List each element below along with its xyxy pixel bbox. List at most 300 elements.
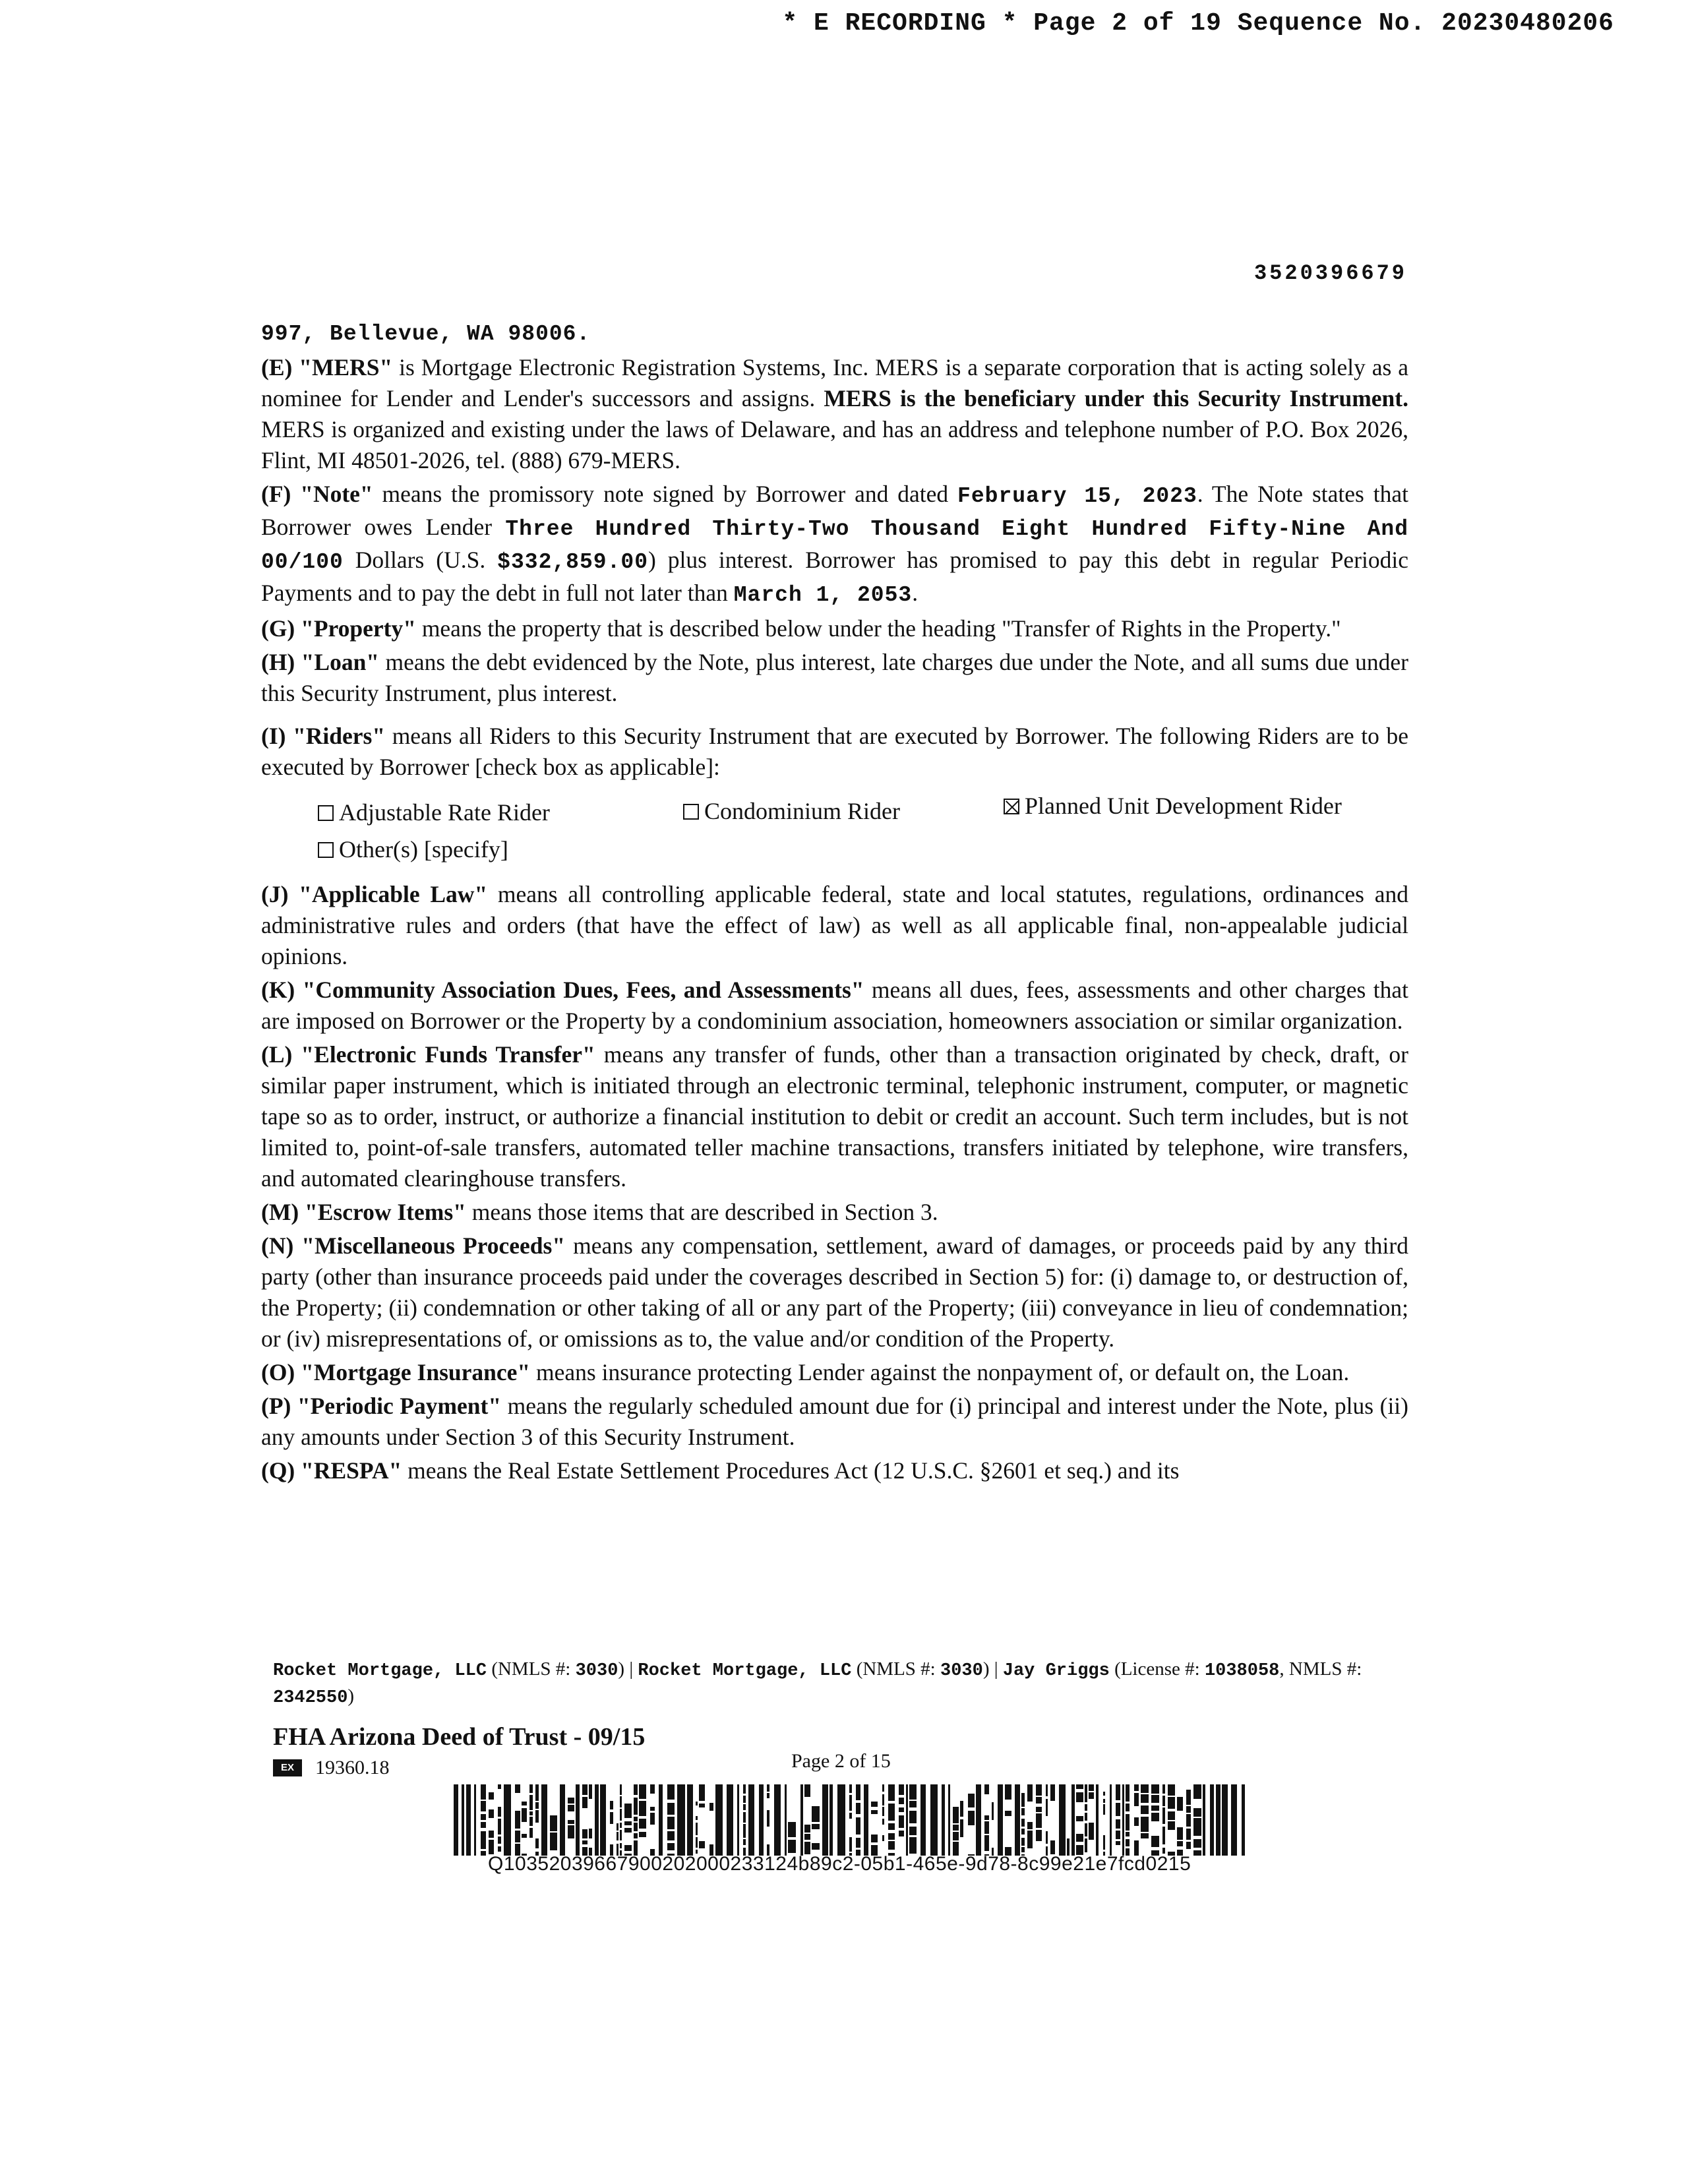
barcode-bar	[767, 1784, 769, 1792]
barcode-bar	[1005, 1811, 1011, 1816]
barcode-bar	[535, 1810, 539, 1823]
rider-option-planned-unit-development[interactable]	[1004, 791, 1342, 822]
barcode-bar	[1021, 1847, 1025, 1852]
license-label: (License #:	[1109, 1658, 1205, 1680]
barcode-bar	[1231, 1784, 1237, 1856]
barcode-bar	[984, 1815, 989, 1820]
barcode-bar	[1036, 1813, 1042, 1828]
barcode-bar	[504, 1784, 511, 1856]
barcode-bar	[1162, 1807, 1165, 1824]
barcode-bar	[1126, 1784, 1130, 1802]
loan-number: 3520396679	[1253, 261, 1407, 286]
barcode-bar	[1116, 1784, 1120, 1800]
address-text: 997, Bellevue, WA 98006.	[261, 322, 591, 346]
barcode-bar	[515, 1831, 520, 1842]
nmls-label: (NMLS #:	[487, 1658, 576, 1680]
barcode-bar	[1134, 1817, 1139, 1826]
barcode-bar	[634, 1833, 638, 1838]
license-number: 1038058	[1204, 1661, 1280, 1681]
barcode-bar	[899, 1798, 904, 1804]
barcode-bar	[788, 1840, 796, 1853]
barcode-bar	[699, 1841, 705, 1848]
barcode-bar	[624, 1804, 632, 1818]
definition-k	[261, 975, 1408, 1037]
barcode-bar	[1126, 1804, 1130, 1811]
barcode-bar	[1151, 1784, 1159, 1794]
barcode-bar	[1151, 1836, 1159, 1847]
barcode-text: Q10352039667900202000233124b89c2-05b1-465e-9d78-8c99e21e7fcd0215	[488, 1853, 1191, 1875]
definition-l	[261, 1039, 1408, 1194]
barcode-bar	[942, 1784, 945, 1856]
barcode-bar	[968, 1794, 975, 1807]
barcode-bar	[743, 1839, 746, 1845]
rider-label: Other(s) [specify]	[339, 836, 508, 863]
rider-option-condominium[interactable]	[683, 796, 900, 827]
definition-text: means the Real Estate Settlement Procedures Act (12 U.S.C. §2601 et seq.) and its	[402, 1457, 1180, 1484]
barcode-bar	[743, 1824, 746, 1838]
barcode-bar	[1036, 1830, 1042, 1841]
definition-f	[261, 479, 1408, 611]
barcode-bar	[541, 1784, 547, 1856]
definition-bold-text: MERS is the beneficiary under this Security Instrument.	[824, 385, 1408, 411]
barcode-bar	[1186, 1842, 1191, 1849]
barcode-bar	[849, 1795, 852, 1811]
barcode-bar	[1193, 1818, 1201, 1836]
barcode-bar	[1151, 1805, 1159, 1811]
barcode-bar	[822, 1784, 828, 1856]
barcode-bar	[1103, 1792, 1105, 1796]
rider-label: Planned Unit Development Rider	[1025, 793, 1342, 819]
barcode-bar	[882, 1835, 884, 1841]
barcode-bar	[1177, 1827, 1183, 1840]
barcode-bar	[1096, 1784, 1099, 1856]
barcode-bar	[1126, 1832, 1130, 1836]
barcode-bar	[1103, 1804, 1105, 1815]
definition-label: (P) "Periodic Payment"	[261, 1393, 502, 1419]
barcode-bar	[677, 1784, 685, 1856]
barcode-bar	[582, 1829, 588, 1838]
barcode-bar	[1186, 1814, 1191, 1827]
barcode-bar	[743, 1812, 746, 1823]
barcode-bar	[1186, 1790, 1191, 1805]
barcode-bar	[1134, 1784, 1139, 1791]
barcode-bar	[984, 1835, 989, 1851]
barcode-bar	[481, 1822, 486, 1828]
barcode-bar	[920, 1784, 926, 1856]
barcode-bar	[667, 1831, 675, 1840]
barcode-bar	[650, 1784, 655, 1794]
barcode-bar	[462, 1784, 464, 1856]
barcode-bar	[953, 1807, 959, 1823]
barcode-bar	[696, 1802, 698, 1805]
barcode-bar	[1168, 1784, 1175, 1796]
barcode-bar	[1021, 1838, 1025, 1846]
definition-p	[261, 1391, 1408, 1453]
barcode-bar	[617, 1823, 618, 1831]
definition-text: means the debt evidenced by the Note, plus interest, late charges due under the Note, and all sums due under this Security Instrument, plus interest.	[261, 649, 1408, 706]
barcode-bar	[1168, 1811, 1175, 1820]
barcode-bar	[743, 1784, 746, 1794]
barcode-bar	[568, 1805, 574, 1811]
nmls-number: 3030	[575, 1661, 618, 1681]
barcode-bar	[909, 1801, 917, 1807]
barcode-bar	[812, 1824, 820, 1829]
barcode-bar	[812, 1806, 820, 1822]
nmls-label: , NMLS #:	[1279, 1658, 1362, 1680]
barcode-bar	[1046, 1784, 1048, 1796]
barcode-bar	[589, 1829, 592, 1838]
barcode-bar	[1116, 1831, 1120, 1839]
barcode-bar	[1076, 1834, 1083, 1842]
barcode-bar	[1089, 1784, 1094, 1791]
checked-box-icon[interactable]	[1004, 799, 1019, 814]
definitions-body	[261, 317, 1408, 1489]
barcode-bar	[882, 1794, 884, 1805]
barcode-bar	[1036, 1807, 1042, 1812]
barcode-bar	[634, 1784, 638, 1795]
form-code: 19360.18	[315, 1757, 390, 1778]
barcode-bar	[1122, 1784, 1124, 1856]
definition-label: (F) "Note"	[261, 481, 373, 507]
barcode-bar	[624, 1821, 632, 1825]
barcode-bar	[1089, 1823, 1094, 1840]
barcode-bar	[984, 1784, 989, 1794]
barcode-bar	[1021, 1819, 1025, 1827]
definition-label: (L) "Electronic Funds Transfer"	[261, 1041, 595, 1068]
barcode-bar	[529, 1784, 533, 1793]
barcode-bar	[529, 1828, 533, 1838]
barcode-bar	[595, 1784, 599, 1856]
barcode-bar	[667, 1784, 675, 1800]
definition-label: (H) "Loan"	[261, 649, 380, 675]
barcode-bar	[529, 1795, 533, 1810]
barcode-bar	[1193, 1784, 1201, 1799]
definition-e	[261, 352, 1408, 476]
barcode-bar	[1085, 1784, 1087, 1802]
barcode-bar	[498, 1836, 501, 1844]
definition-text: means all controlling applicable federal, state and local statutes, regulations, ordinances and administrative rules and orders (that have the effect of law) as well as all applicable final, non-appealable judicial opinions.	[261, 881, 1408, 969]
barcode-bar	[620, 1796, 622, 1807]
definition-text: . The Note states that Borrower owes Lender	[261, 481, 1408, 540]
barcode-bar	[610, 1801, 613, 1809]
barcode-bar	[1210, 1784, 1214, 1856]
barcode-bar	[650, 1807, 655, 1811]
rider-label: Adjustable Rate Rider	[339, 799, 550, 826]
barcode-bar	[767, 1793, 769, 1798]
barcode-bar	[737, 1784, 739, 1856]
barcode-bar	[1186, 1829, 1191, 1840]
barcode-bar	[466, 1784, 471, 1856]
barcode-bar	[1242, 1784, 1245, 1856]
barcode-bar	[960, 1819, 963, 1837]
barcode-bar	[1021, 1793, 1025, 1807]
address-line	[261, 317, 1408, 349]
barcode-bar	[498, 1819, 501, 1835]
loan-amount: $332,859.00	[497, 550, 648, 574]
barcode-bar	[899, 1815, 904, 1828]
barcode-bar	[1103, 1799, 1105, 1803]
nmls-number: 3030	[940, 1661, 983, 1681]
barcode-bar	[667, 1843, 675, 1850]
barcode-bar	[620, 1809, 622, 1821]
form-title: FHA Arizona Deed of Trust - 09/15	[273, 1723, 646, 1751]
barcode-bar	[535, 1802, 539, 1809]
barcode-bar	[1050, 1840, 1055, 1854]
definition-i	[261, 721, 1408, 783]
definition-text: ) plus interest. Borrower has promised to pay this debt in regular Periodic Payments and to pay the debt in full not later than	[261, 547, 1408, 606]
definition-label: (G) "Property"	[261, 615, 416, 642]
barcode-bar	[1027, 1784, 1033, 1802]
riders-checkbox-group	[318, 793, 1408, 870]
barcode-bar	[992, 1802, 994, 1820]
barcode-bar	[560, 1784, 565, 1856]
barcode-bar	[984, 1821, 989, 1834]
barcode-bar	[1162, 1784, 1165, 1794]
definition-label: (N) "Miscellaneous Proceeds"	[261, 1232, 566, 1259]
barcode-bar	[864, 1784, 868, 1856]
definition-label: (J) "Applicable Law"	[261, 881, 488, 907]
barcode-bar	[856, 1817, 860, 1835]
barcode-bar	[709, 1803, 713, 1811]
barcode-bar	[1021, 1829, 1025, 1835]
barcode-bar	[1021, 1808, 1025, 1815]
barcode-bar	[522, 1834, 527, 1838]
barcode-bar	[1222, 1784, 1228, 1856]
barcode-bar	[1036, 1784, 1042, 1796]
definition-text: means those items that are described in Section 3.	[466, 1199, 938, 1225]
barcode-bar	[1151, 1813, 1159, 1821]
barcode-bar	[837, 1784, 845, 1856]
barcode-bar	[788, 1822, 796, 1837]
definition-text: is Mortgage Electronic Registration Systems, Inc. MERS is a separate corporation that is acting solely as a nominee for Lender and Lender's successors and assigns.	[261, 354, 1408, 411]
barcode-bar	[804, 1834, 810, 1840]
barcode-bar	[610, 1812, 613, 1824]
barcode-bar	[1141, 1833, 1149, 1838]
barcode-bar	[1089, 1792, 1094, 1799]
barcode-bar	[699, 1784, 705, 1801]
barcode-bar	[474, 1784, 476, 1856]
barcode-bar	[639, 1832, 646, 1837]
barcode-bar	[743, 1804, 746, 1810]
barcode-bar	[529, 1811, 533, 1815]
barcode-bar	[1162, 1796, 1165, 1806]
lender-name: Rocket Mortgage, LLC	[638, 1661, 852, 1681]
barcode-bar	[1085, 1813, 1087, 1821]
barcode-bar	[522, 1802, 527, 1805]
barcode-bar	[659, 1784, 663, 1856]
barcode-bar	[930, 1784, 938, 1856]
barcode-bar	[634, 1823, 638, 1831]
definition-text: Dollars (U.S.	[343, 547, 498, 573]
barcode-bar	[582, 1797, 588, 1808]
barcode-bar	[617, 1832, 618, 1840]
barcode-bar	[1151, 1795, 1159, 1803]
barcode-bar	[687, 1784, 693, 1856]
barcode-bar	[1103, 1835, 1105, 1850]
barcode-bar	[1015, 1784, 1020, 1856]
barcode-bar	[550, 1833, 557, 1850]
rider-option-other[interactable]	[318, 834, 508, 865]
barcode-bar	[1027, 1831, 1033, 1848]
barcode-bar	[1141, 1817, 1149, 1832]
barcode-bar	[498, 1807, 501, 1817]
barcode-bar	[489, 1840, 494, 1854]
barcode-bar	[968, 1811, 975, 1825]
barcode-bar	[748, 1784, 754, 1856]
loan-officer-name: Jay Griggs	[1002, 1661, 1110, 1681]
definition-text: means insurance protecting Lender against the nonpayment of, or default on, the Loan.	[530, 1359, 1350, 1385]
maturity-date: March 1, 2053	[733, 583, 913, 607]
barcode-bar	[568, 1820, 574, 1824]
barcode-bar	[804, 1784, 810, 1797]
definition-text: means all Riders to this Security Instrument that are executed by Borrower. The following Riders are to be executed by Borrower [check box as applicable]:	[261, 723, 1408, 780]
lender-name: Rocket Mortgage, LLC	[273, 1661, 487, 1681]
barcode-bar	[568, 1825, 574, 1838]
barcode-bar	[1076, 1784, 1083, 1789]
barcode-bar	[454, 1784, 458, 1856]
barcode-bar	[1076, 1792, 1083, 1802]
barcode-bar	[624, 1828, 632, 1833]
barcode-bar	[576, 1784, 580, 1856]
barcode-bar	[856, 1803, 860, 1814]
barcode-bar	[888, 1804, 895, 1821]
barcode-bar	[1203, 1784, 1205, 1856]
definition-o	[261, 1357, 1408, 1388]
separator: ) |	[618, 1658, 638, 1680]
barcode-bar	[888, 1784, 895, 1801]
barcode-bar	[1168, 1821, 1175, 1830]
barcode-bar	[582, 1840, 588, 1844]
definition-label: (O) "Mortgage Insurance"	[261, 1359, 531, 1385]
barcode-bar	[888, 1841, 895, 1850]
barcode-bar	[976, 1784, 981, 1856]
barcode-bar	[696, 1816, 698, 1820]
barcode-bar	[639, 1819, 646, 1829]
barcode-bar	[948, 1784, 950, 1856]
rider-option-adjustable-rate[interactable]	[318, 797, 550, 828]
barcode-bar	[522, 1808, 527, 1822]
barcode-bar	[620, 1843, 622, 1848]
barcode-bar	[743, 1796, 746, 1803]
barcode-bar	[1193, 1839, 1201, 1848]
barcode-bar	[1177, 1797, 1183, 1811]
barcode-bar	[888, 1823, 895, 1830]
barcode-bar	[582, 1784, 588, 1795]
definition-g	[261, 613, 1408, 644]
barcode-bar	[1193, 1850, 1201, 1856]
barcode-bar	[1046, 1799, 1048, 1816]
separator: )	[347, 1685, 355, 1707]
page-number: Page 2 of 15	[791, 1750, 891, 1772]
definition-text: means the promissory note signed by Borrower and dated	[373, 481, 958, 507]
definition-label: (I) "Riders"	[261, 723, 386, 749]
barcode-bar	[1116, 1819, 1120, 1829]
barcode-bar	[1126, 1814, 1130, 1831]
barcode-bar	[481, 1831, 486, 1849]
definition-text: means the regularly scheduled amount due for (i) principal and interest under the Note, plus (ii) any amounts under Section 3 of this Security Instrument.	[261, 1393, 1408, 1450]
barcode-bar	[829, 1784, 833, 1856]
barcode-bar	[882, 1807, 884, 1816]
barcode-bar	[489, 1831, 494, 1838]
barcode-bar	[1046, 1831, 1048, 1844]
barcode-bar	[899, 1831, 904, 1836]
loan-amount-words: Three Hundred Thirty-Two Thousand Eight Hundred Fifty-Nine And 00/100	[261, 517, 1408, 574]
ex-badge-icon: EX	[273, 1759, 302, 1776]
lender-footer	[273, 1656, 1407, 1711]
definition-text: means all dues, fees, assessments and other charges that are imposed on Borrower or the Property by a condominium association, homeowners association or similar organization.	[261, 977, 1408, 1034]
barcode-bar	[888, 1833, 895, 1840]
barcode-bar	[849, 1784, 852, 1793]
definition-text: MERS is organized and existing under the laws of Delaware, and has an address and telephone number of P.O. Box 2026, Flint, MI 48501-2026, tel. (888) 679-MERS.	[261, 416, 1408, 473]
barcode-image	[454, 1784, 1245, 1856]
definition-label: (E) "MERS"	[261, 354, 393, 380]
recording-header: * E RECORDING * Page 2 of 19 Sequence No. 20230480206	[782, 9, 1614, 38]
barcode-bar	[1085, 1838, 1087, 1852]
barcode-bar	[882, 1819, 884, 1825]
barcode-bar	[696, 1823, 698, 1835]
barcode-bar	[515, 1784, 520, 1793]
definition-label: (K) "Community Association Dues, Fees, and Assessments"	[261, 977, 864, 1003]
barcode-bar	[568, 1798, 574, 1804]
barcode-bar	[899, 1807, 904, 1812]
barcode-bar	[759, 1784, 764, 1856]
barcode-bar	[906, 1784, 908, 1856]
barcode-bar	[529, 1817, 533, 1826]
barcode-bar	[667, 1817, 675, 1829]
definition-text: .	[912, 580, 919, 606]
barcode-bar	[589, 1784, 592, 1799]
barcode-bar	[849, 1813, 852, 1819]
barcode-bar	[639, 1784, 646, 1799]
barcode-bar	[498, 1846, 501, 1852]
barcode-bar	[1116, 1841, 1120, 1845]
barcode-bar	[620, 1830, 622, 1840]
barcode-bar	[953, 1832, 959, 1840]
barcode-bar	[1141, 1805, 1149, 1814]
barcode-bar	[715, 1784, 723, 1856]
barcode-bar	[699, 1804, 705, 1807]
barcode-bar	[1027, 1822, 1033, 1829]
barcode-bar	[489, 1809, 494, 1818]
barcode-bar	[871, 1802, 878, 1807]
rider-label: Condominium Rider	[704, 798, 900, 824]
barcode-bar	[481, 1814, 486, 1820]
barcode-bar	[800, 1784, 803, 1856]
barcode-bar	[634, 1817, 638, 1821]
barcode-bar	[804, 1825, 810, 1833]
barcode-bar	[1177, 1841, 1183, 1846]
checkbox-icon[interactable]	[318, 842, 334, 858]
barcode-bar	[634, 1798, 638, 1815]
barcode-bar	[856, 1784, 860, 1800]
barcode-bar	[1036, 1797, 1042, 1804]
barcode-bar	[785, 1784, 787, 1856]
checkbox-icon[interactable]	[683, 804, 699, 820]
barcode-bar	[1050, 1784, 1055, 1801]
barcode-bar	[1134, 1793, 1139, 1806]
barcode-bar	[1116, 1803, 1120, 1816]
barcode-bar	[696, 1837, 698, 1848]
barcode-bar	[909, 1827, 917, 1835]
definition-text: means the property that is described below under the heading "Transfer of Rights in the Property."	[415, 615, 1341, 642]
checkbox-icon[interactable]	[318, 805, 334, 821]
barcode-bar	[856, 1838, 860, 1848]
definition-label: (M) "Escrow Items"	[261, 1199, 466, 1225]
barcode-bar	[624, 1845, 632, 1851]
barcode-bar	[481, 1784, 486, 1800]
barcode-bar	[489, 1792, 494, 1800]
barcode-bar	[667, 1803, 675, 1815]
